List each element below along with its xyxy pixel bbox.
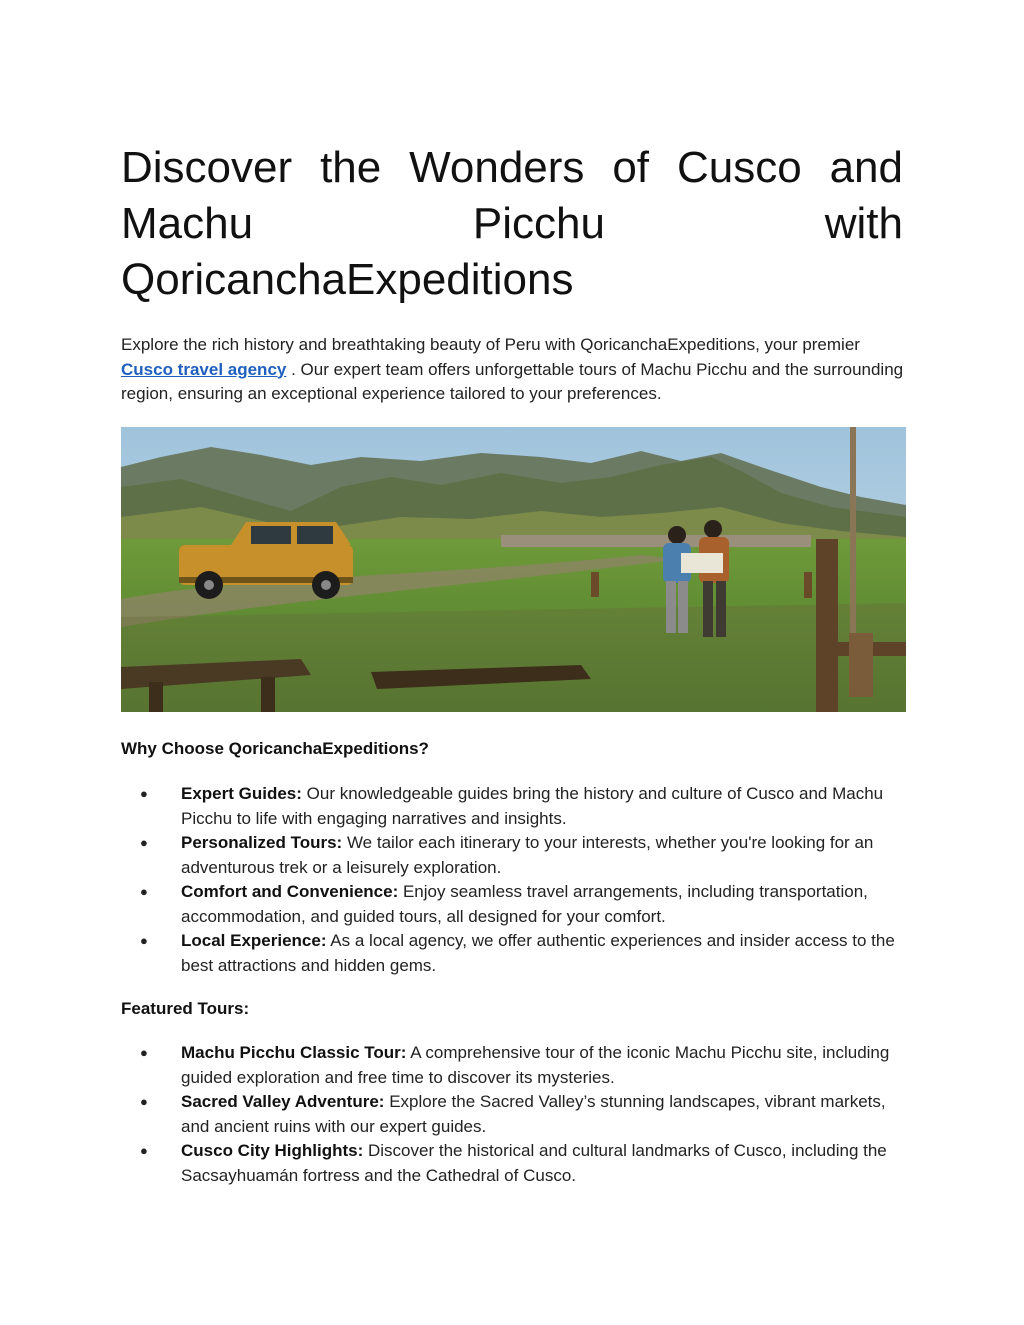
list-item-label: Local Experience: xyxy=(181,931,327,950)
list-item-text: A comprehensive tour of the iconic Machu Picchu site, including guided exploration and free time to discover its mysteries. xyxy=(181,1043,890,1087)
list-item-label: Machu Picchu Classic Tour: xyxy=(181,1043,407,1062)
list-item-label: Comfort and Convenience: xyxy=(181,882,399,901)
list-item xyxy=(121,831,906,880)
list-item-label: Personalized Tours: xyxy=(181,833,343,852)
featured-tours-list xyxy=(121,1041,906,1188)
list-item-label: Expert Guides: xyxy=(181,784,302,803)
why-choose-heading: Why Choose QoricanchaExpeditions? xyxy=(121,739,429,758)
intro-paragraph xyxy=(121,333,906,407)
page-title: Discover the Wonders of Cusco and Machu Picchu with QoricanchaExpeditions xyxy=(121,143,903,304)
list-item-text: Our knowledgeable guides bring the history and culture of Cusco and Machu Picchu to life with engaging narratives and insights. xyxy=(181,784,884,828)
intro-text-after-link: . Our expert team offers unforgettable tours of Machu Picchu and the surrounding region, ensuring an exceptional experience tailored to your preferences. xyxy=(121,359,904,403)
featured-tours-heading: Featured Tours: xyxy=(121,999,250,1018)
list-item-text: As a local agency, we offer authentic experiences and insider access to the best attractions and hidden gems. xyxy=(181,931,895,975)
list-item-label: Cusco City Highlights: xyxy=(181,1141,364,1160)
list-item-text: Discover the historical and cultural landmarks of Cusco, including the Sacsayhuamán fortress and the Cathedral of Cusco. xyxy=(181,1141,887,1185)
cusco-travel-agency-link[interactable]: Cusco travel agency xyxy=(121,359,287,379)
intro-text-before-link: Explore the rich history and breathtaking beauty of Peru with QoricanchaExpeditions, your premier xyxy=(121,335,860,354)
list-item xyxy=(121,782,906,831)
list-item xyxy=(121,929,906,978)
list-item-label: Sacred Valley Adventure: xyxy=(181,1092,385,1111)
hero-photo xyxy=(121,427,906,712)
list-item xyxy=(121,1139,906,1188)
list-item-text: We tailor each itinerary to your interests, whether you're looking for an adventurous trek or a leisurely exploration. xyxy=(181,833,874,877)
list-item-text: Explore the Sacred Valley’s stunning landscapes, vibrant markets, and ancient ruins with our expert guides. xyxy=(181,1092,886,1136)
why-choose-list xyxy=(121,782,906,978)
list-item xyxy=(121,880,906,929)
list-item-text: Enjoy seamless travel arrangements, including transportation, accommodation, and guided tours, all designed for your comfort. xyxy=(181,882,868,926)
list-item xyxy=(121,1090,906,1139)
list-item xyxy=(121,1041,906,1090)
